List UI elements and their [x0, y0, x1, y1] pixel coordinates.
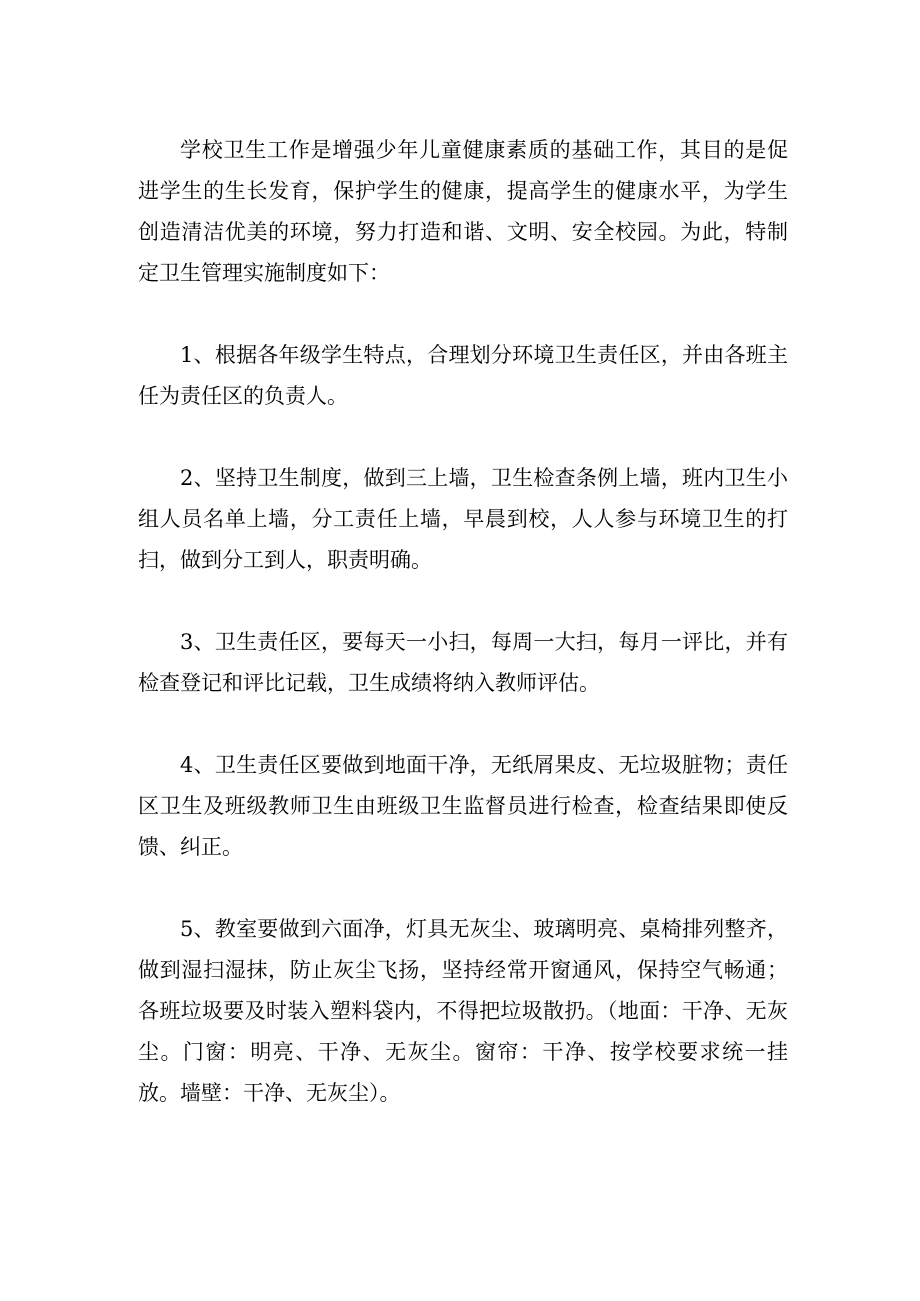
rule-paragraph-2: 2、坚持卫生制度，做到三上墙，卫生检查条例上墙，班内卫生小组人员名单上墙，分工责任上墙，早晨到校，人人参与环境卫生的打扫，做到分工到人，职责明确。 [138, 466, 788, 572]
rule-paragraph-1: 1、根据各年级学生特点，合理划分环境卫生责任区，并由各班主任为责任区的负责人。 [138, 343, 788, 408]
rule-paragraph-3: 3、卫生责任区，要每天一小扫，每周一大扫，每月一评比，并有检查登记和评比记载，卫生成绩将纳入教师评估。 [138, 630, 788, 695]
intro-paragraph: 学校卫生工作是增强少年儿童健康素质的基础工作，其目的是促进学生的生长发育，保护学生的健康，提高学生的健康水平，为学生创造清洁优美的环境，努力打造和谐、文明、安全校园。为此，特制定卫生管理实施制度如下： [138, 138, 788, 285]
rule-paragraph-5: 5、教室要做到六面净，灯具无灰尘、玻璃明亮、桌椅排列整齐，做到湿扫湿抹，防止灰尘飞扬，坚持经常开窗通风，保持空气畅通；各班垃圾要及时装入塑料袋内，不得把垃圾散扔。（地面：干净、无灰尘。门窗：明亮、干净、无灰尘。窗帘：干净、按学校要求统一挂放。墙壁：干净、无灰尘）。 [138, 917, 788, 1105]
rule-paragraph-4: 4、卫生责任区要做到地面干净，无纸屑果皮、无垃圾脏物；责任区卫生及班级教师卫生由班级卫生监督员进行检查，检查结果即使反馈、纠正。 [138, 753, 788, 859]
document-body [138, 130, 788, 1114]
